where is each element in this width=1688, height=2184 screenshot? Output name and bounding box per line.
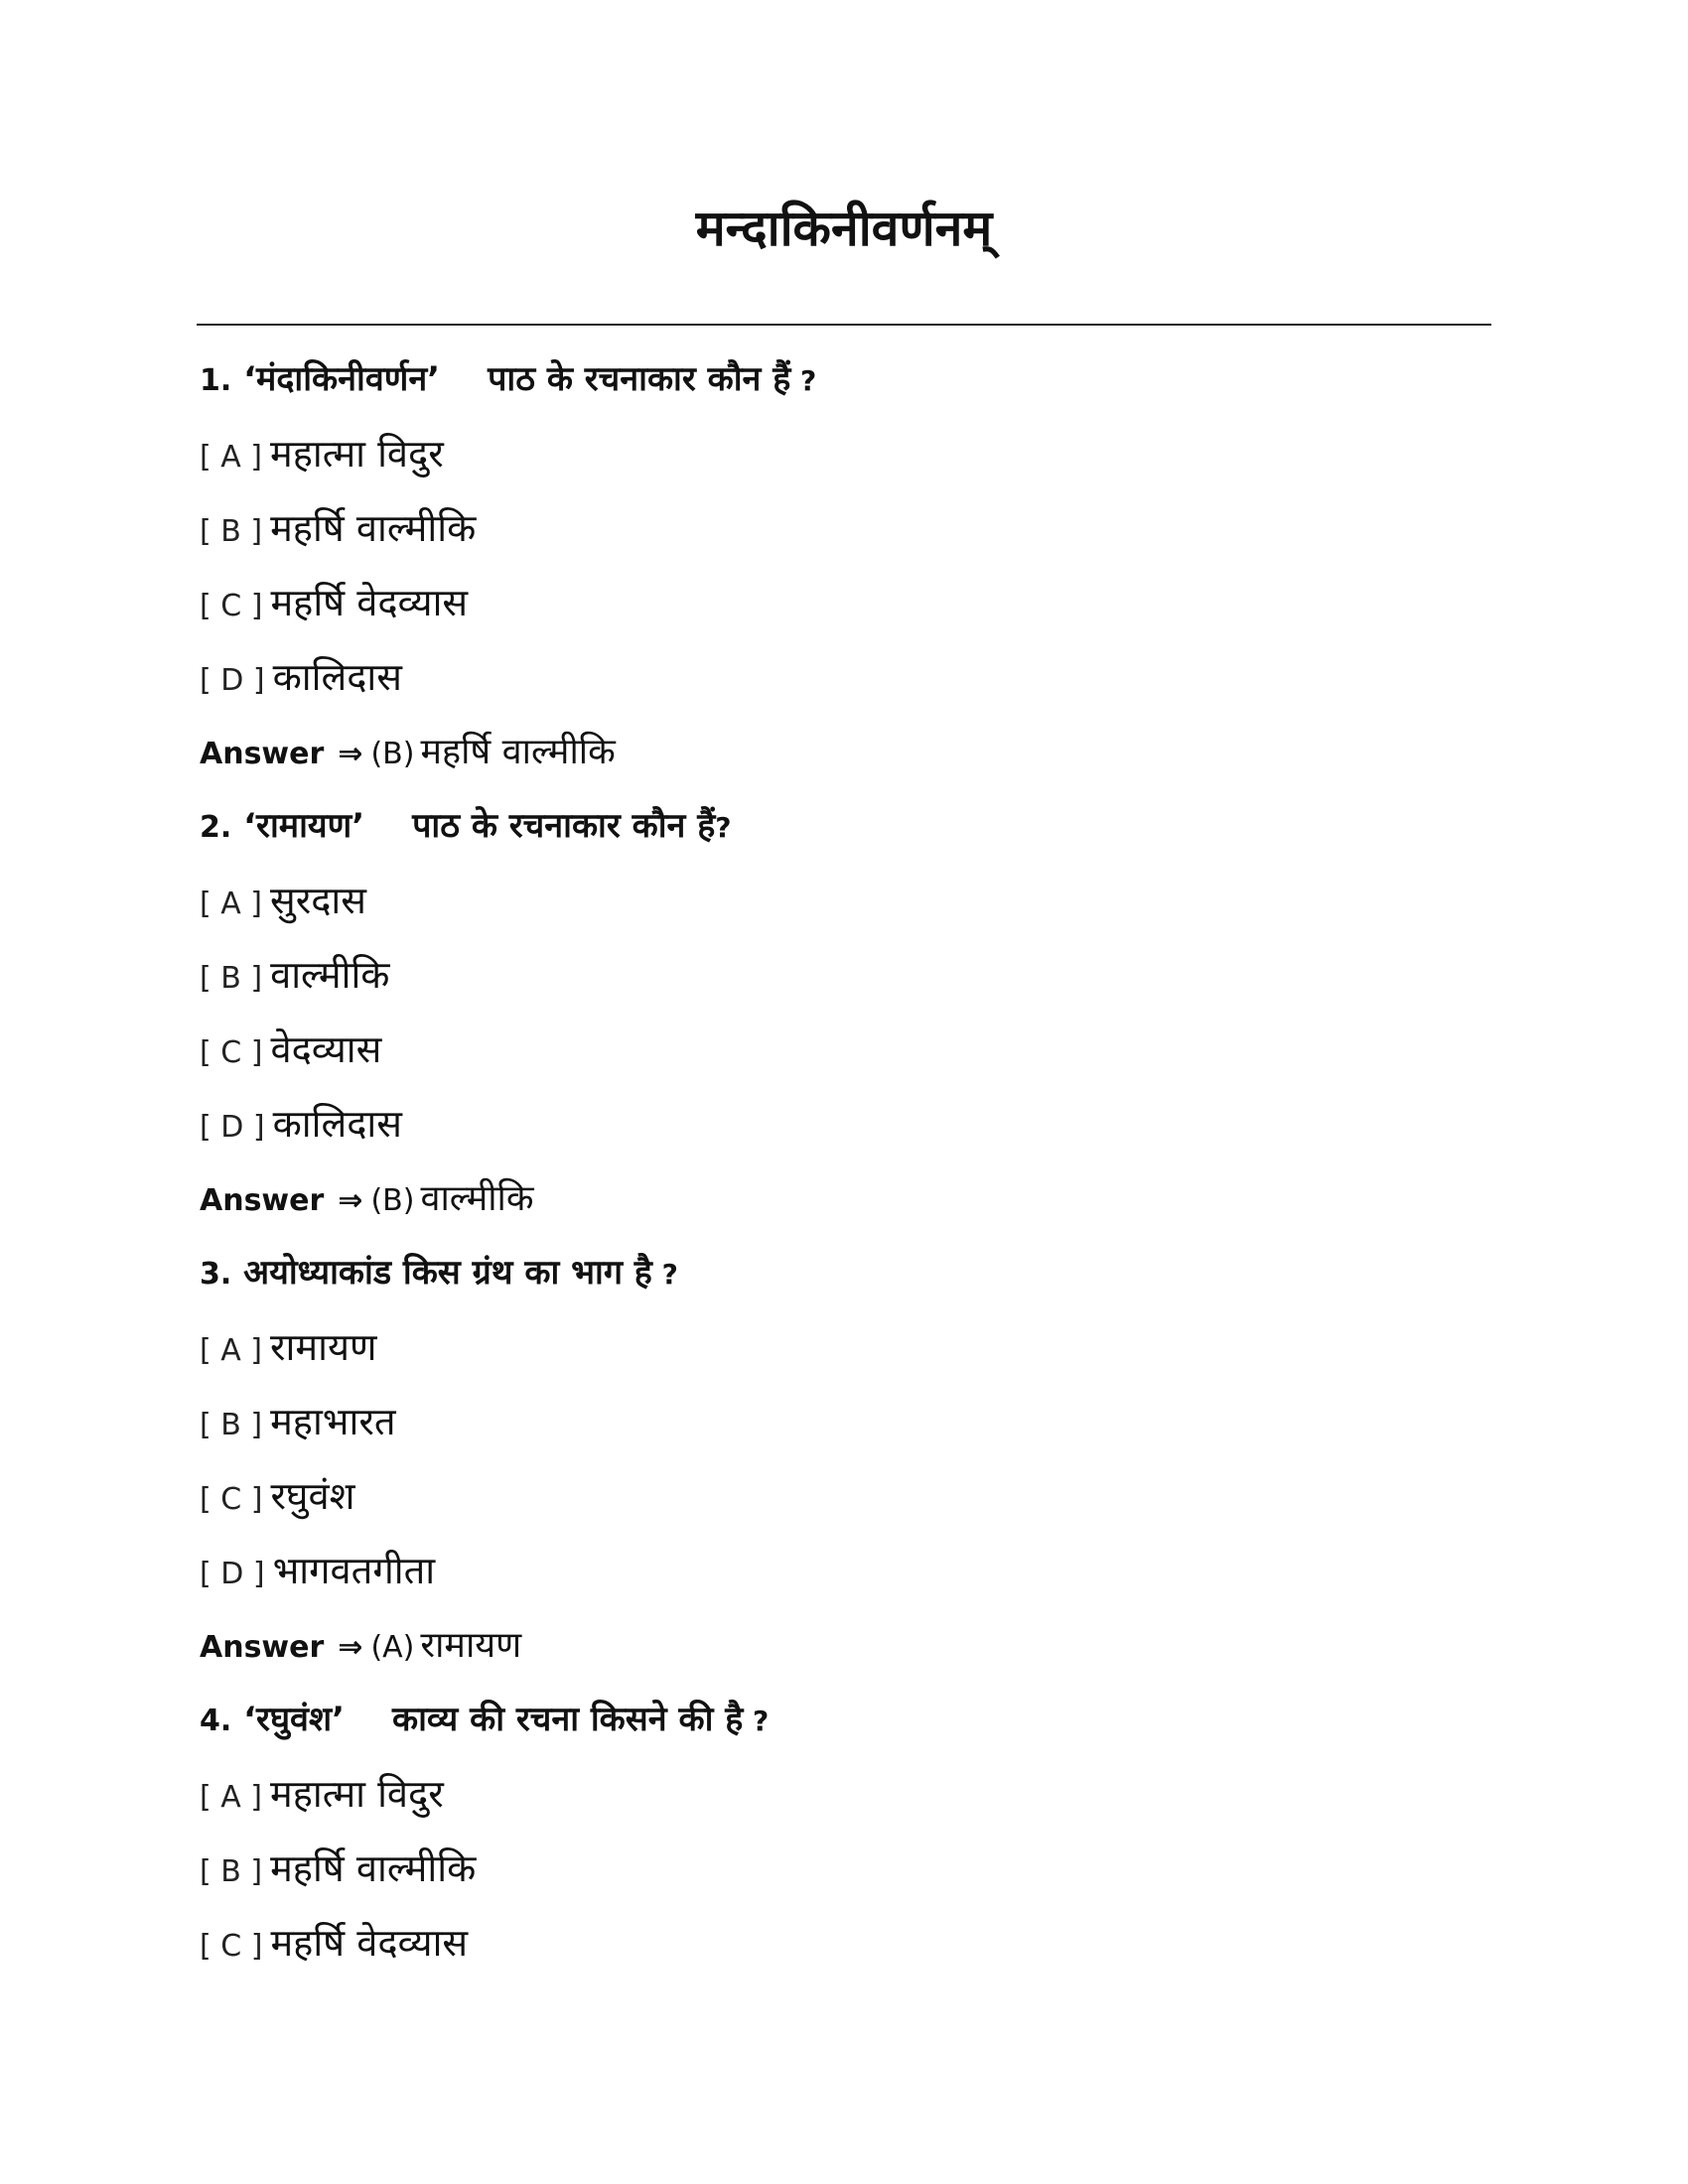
option-text: सुरदास — [270, 879, 366, 922]
question-4 — [200, 1683, 1490, 1757]
option-label: [ C ] — [200, 589, 263, 623]
option-text: महर्षि वाल्मीकि — [270, 506, 477, 550]
option-label: [ C ] — [200, 1035, 263, 1070]
answer-text: रामायण — [420, 1625, 522, 1666]
question-mark: ? — [790, 364, 817, 397]
option-text: कालिदास — [272, 1102, 402, 1146]
option-a — [200, 1310, 1490, 1385]
question-mark: ? — [651, 1258, 678, 1291]
question-2 — [200, 789, 1490, 864]
option-text: रघुवंश — [270, 1474, 355, 1518]
option-b — [200, 491, 1490, 566]
question-number: 4. — [200, 1704, 232, 1738]
answer-label: Answer — [200, 1183, 325, 1218]
question-text: पाठ के रचनाकार कौन हैं — [488, 359, 791, 399]
question-number: 3. — [200, 1257, 232, 1292]
option-label: [ B ] — [200, 1408, 263, 1442]
option-c — [200, 1906, 1490, 1980]
question-number: 1. — [200, 363, 232, 398]
option-c — [200, 1459, 1490, 1534]
page-title: मन्दाकिनीवर्णनम् — [695, 200, 993, 257]
right-arrow-icon: ⇒ — [338, 737, 363, 771]
question-text: पाठ के रचनाकार कौन हैं — [412, 806, 716, 846]
answer-line — [200, 715, 1490, 789]
option-text: भागवतगीता — [272, 1549, 436, 1592]
question-quoted-title: ‘मंदाकिनीवर्णन’ — [243, 359, 441, 399]
option-label: [ D ] — [200, 1557, 265, 1591]
option-label: [ C ] — [200, 1929, 263, 1964]
option-label: [ A ] — [200, 1780, 263, 1815]
option-d — [200, 1087, 1490, 1161]
question-text: अयोध्याकांड किस ग्रंथ का भाग है — [243, 1253, 652, 1293]
option-label: [ C ] — [200, 1482, 263, 1517]
option-label: [ B ] — [200, 961, 263, 996]
right-arrow-icon: ⇒ — [338, 1630, 363, 1665]
option-text: रामायण — [270, 1325, 377, 1369]
answer-line — [200, 1608, 1490, 1683]
option-label: [ A ] — [200, 1333, 263, 1368]
option-d — [200, 1534, 1490, 1608]
option-a — [200, 417, 1490, 491]
option-b — [200, 1832, 1490, 1906]
option-d — [200, 640, 1490, 715]
option-label: [ A ] — [200, 440, 263, 475]
question-mark: ? — [743, 1705, 770, 1737]
question-number: 2. — [200, 810, 232, 845]
option-c — [200, 1013, 1490, 1087]
answer-letter: (B) — [370, 737, 415, 771]
option-text: वेदव्यास — [270, 1027, 382, 1071]
option-a — [200, 1757, 1490, 1832]
option-label: [ B ] — [200, 1854, 263, 1889]
question-3 — [200, 1236, 1490, 1310]
answer-text: महर्षि वाल्मीकि — [420, 732, 616, 772]
option-text: महात्मा विदुर — [270, 1772, 444, 1816]
option-text: महाभारत — [270, 1400, 396, 1443]
option-a — [200, 864, 1490, 938]
option-label: [ A ] — [200, 887, 263, 921]
answer-letter: (A) — [370, 1630, 415, 1665]
option-c — [200, 566, 1490, 640]
option-b — [200, 1385, 1490, 1459]
option-text: महात्मा विदुर — [270, 432, 444, 476]
option-text: महर्षि वेदव्यास — [270, 581, 469, 624]
option-label: [ B ] — [200, 514, 263, 549]
answer-text: वाल्मीकि — [420, 1178, 534, 1219]
option-text: महर्षि वेदव्यास — [270, 1921, 469, 1965]
option-b — [200, 938, 1490, 1013]
option-text: वाल्मीकि — [270, 953, 390, 997]
question-list — [200, 342, 1490, 1980]
question-quoted-title: ‘रघुवंश’ — [243, 1700, 345, 1739]
question-text: काव्य की रचना किसने की है — [391, 1700, 744, 1739]
option-label: [ D ] — [200, 1110, 265, 1145]
option-text: महर्षि वाल्मीकि — [270, 1846, 477, 1890]
option-text: कालिदास — [272, 655, 402, 699]
question-1 — [200, 342, 1490, 417]
option-label: [ D ] — [200, 663, 265, 698]
answer-line — [200, 1161, 1490, 1236]
answer-label: Answer — [200, 737, 325, 771]
title-divider — [197, 324, 1491, 326]
question-mark: ? — [715, 811, 732, 844]
answer-label: Answer — [200, 1630, 325, 1665]
question-quoted-title: ‘रामायण’ — [243, 806, 365, 846]
right-arrow-icon: ⇒ — [338, 1183, 363, 1218]
answer-letter: (B) — [370, 1183, 415, 1218]
